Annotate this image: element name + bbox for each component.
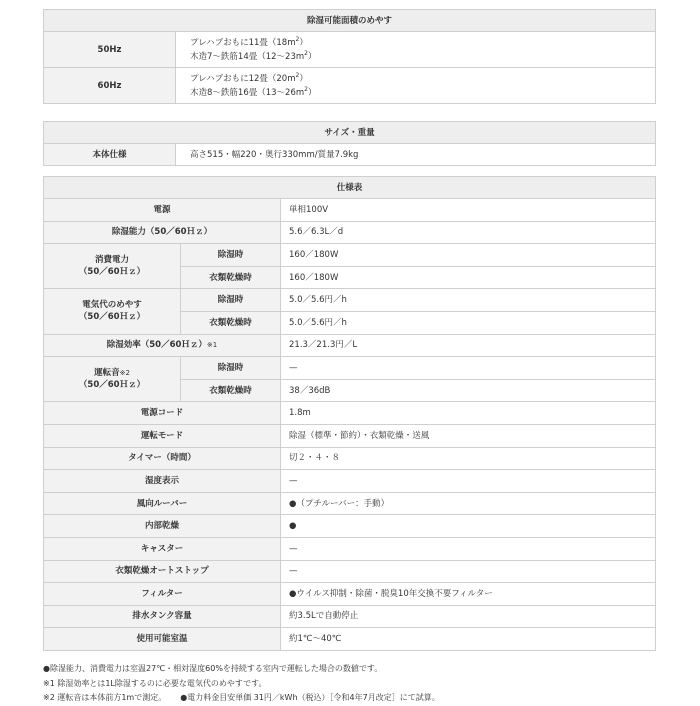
louver-label: 風向ルーバー [44, 492, 281, 515]
area-60hz-line2: 木造8～鉄筋16畳（13～26m [190, 87, 305, 98]
table-row [44, 144, 656, 166]
dehumid-efficiency-value: 21.3／21.3円／L [281, 334, 656, 357]
size-table-title: サイズ・重量 [44, 122, 656, 144]
noise-label [44, 357, 181, 402]
cost-dehumid-value: 5.0／5.6円／h [281, 289, 656, 312]
area-table-title: 除湿可能面積のめやす [44, 10, 656, 32]
body-spec-label: 本体仕様 [44, 144, 176, 166]
auto-stop-label: 衣類乾燥オートストップ [44, 560, 281, 583]
table-row [44, 424, 656, 447]
spec-table-title: 仕様表 [44, 177, 656, 199]
area-60hz-sup2: 2 [304, 85, 308, 93]
modes-value: 除湿（標準・節約）・衣類乾燥・送風 [281, 424, 656, 447]
noise-label-line2: （50／60Ｈｚ） [78, 380, 146, 391]
table-row [44, 605, 656, 628]
area-50hz-label: 50Hz [44, 32, 176, 68]
area-50hz-line1-end: ） [299, 37, 308, 48]
cord-label: 電源コード [44, 402, 281, 425]
table-row [44, 32, 656, 68]
area-50hz-sup1: 2 [295, 35, 300, 43]
noise-label-line1: 運転音 [94, 368, 120, 379]
spec-table [43, 176, 656, 651]
humidity-display-label: 湿度表示 [44, 470, 281, 493]
dehumid-efficiency-note: ※1 [206, 341, 218, 350]
tank-value: 約3.5Lで自動停止 [281, 605, 656, 628]
temp-range-label: 使用可能室温 [44, 628, 281, 651]
table-row [44, 583, 656, 606]
area-60hz-line1: プレハブおもに12畳（20m [190, 73, 296, 84]
modes-label: 運転モード [44, 424, 281, 447]
tank-label: 排水タンク容量 [44, 605, 281, 628]
casters-label: キャスター [44, 537, 281, 560]
power-dehumid-label: 除湿時 [181, 244, 281, 267]
louver-value: ●（プチルーバー：手動） [281, 492, 656, 515]
area-50hz-sup2: 2 [304, 49, 308, 57]
power-consumption-label-line1: 消費電力 [94, 255, 129, 266]
table-row [44, 537, 656, 560]
table-row [44, 492, 656, 515]
timer-label: タイマー（時間） [44, 447, 281, 470]
table-row [44, 289, 656, 312]
footnote-3b: ●電力料金目安単価 31円／kWh（税込）［令和4年7月改定］にて試算。 [180, 693, 440, 702]
table-row [44, 199, 656, 222]
table-row [44, 221, 656, 244]
internal-drying-label: 内部乾燥 [44, 515, 281, 538]
table-row [44, 447, 656, 470]
electricity-cost-label-line2: （50／60Ｈｚ） [78, 312, 146, 323]
dehumid-efficiency-label-text: 除湿効率（50／60Ｈｚ） [106, 340, 207, 351]
dehumid-efficiency-label [44, 334, 281, 357]
power-source-value: 単相100V [281, 199, 656, 222]
filter-value: ●ウイルス抑制・除菌・脱臭10年交換不要フィルター [281, 583, 656, 606]
table-row [44, 560, 656, 583]
power-drying-label: 衣類乾燥時 [181, 266, 281, 289]
dehumid-area-table [43, 9, 656, 104]
power-source-label: 電源 [44, 199, 281, 222]
timer-value: 切２・４・８ [281, 447, 656, 470]
auto-stop-value: — [281, 560, 656, 583]
table-row [44, 68, 656, 104]
table-row [44, 470, 656, 493]
table-row [44, 515, 656, 538]
cord-value: 1.8m [281, 402, 656, 425]
footnotes [43, 662, 656, 706]
table-row [44, 402, 656, 425]
cost-drying-value: 5.0／5.6円／h [281, 311, 656, 334]
power-consumption-label [44, 244, 181, 289]
power-consumption-label-line2: （50／60Ｈｚ） [78, 267, 146, 278]
table-row [44, 334, 656, 357]
electricity-cost-label-line1: 電気代のめやす [82, 300, 142, 311]
noise-drying-value: 38／36dB [281, 379, 656, 402]
body-spec-value: 高さ515・幅220・奥行330mm/質量7.9kg [176, 144, 656, 166]
temp-range-value: 約1℃～40℃ [281, 628, 656, 651]
size-weight-table [43, 121, 656, 166]
footnote-1: ●除湿能力、消費電力は室温27℃・相対湿度60%を持続する室内で運転した場合の数値です。 [43, 664, 383, 673]
cost-drying-label: 衣類乾燥時 [181, 311, 281, 334]
casters-value: — [281, 537, 656, 560]
power-drying-value: 160／180W [281, 266, 656, 289]
area-50hz-value [176, 32, 656, 68]
area-60hz-value [176, 68, 656, 104]
area-60hz-line2-end: ） [307, 87, 317, 98]
humidity-display-value: — [281, 470, 656, 493]
table-row [44, 357, 656, 380]
electricity-cost-label [44, 289, 181, 334]
power-dehumid-value: 160／180W [281, 244, 656, 267]
filter-label: フィルター [44, 583, 281, 606]
area-60hz-sup1: 2 [295, 71, 300, 79]
area-50hz-line1: プレハブおもに11畳（18m [190, 37, 296, 48]
cost-dehumid-label: 除湿時 [181, 289, 281, 312]
table-row [44, 628, 656, 651]
noise-drying-label: 衣類乾燥時 [181, 379, 281, 402]
noise-dehumid-value: — [281, 357, 656, 380]
footnote-2: ※1 除湿効率とは1L除湿するのに必要な電気代のめやすです。 [43, 678, 267, 688]
internal-drying-value: ● [281, 515, 656, 538]
area-50hz-line2-end: ） [307, 51, 317, 62]
noise-dehumid-label: 除湿時 [181, 357, 281, 380]
area-60hz-line1-end: ） [299, 73, 308, 84]
dehumid-capacity-label: 除湿能力（50／60Ｈｚ） [44, 221, 281, 244]
table-row [44, 244, 656, 267]
area-50hz-line2: 木造7～鉄筋14畳（12～23m [190, 51, 305, 62]
area-60hz-label: 60Hz [44, 68, 176, 104]
dehumid-capacity-value: 5.6／6.3L／d [281, 221, 656, 244]
noise-note: ※2 [119, 369, 130, 378]
footnote-3 [43, 691, 656, 706]
footnote-3a: ※2 運転音は本体前方1mで測定。 [43, 693, 167, 702]
